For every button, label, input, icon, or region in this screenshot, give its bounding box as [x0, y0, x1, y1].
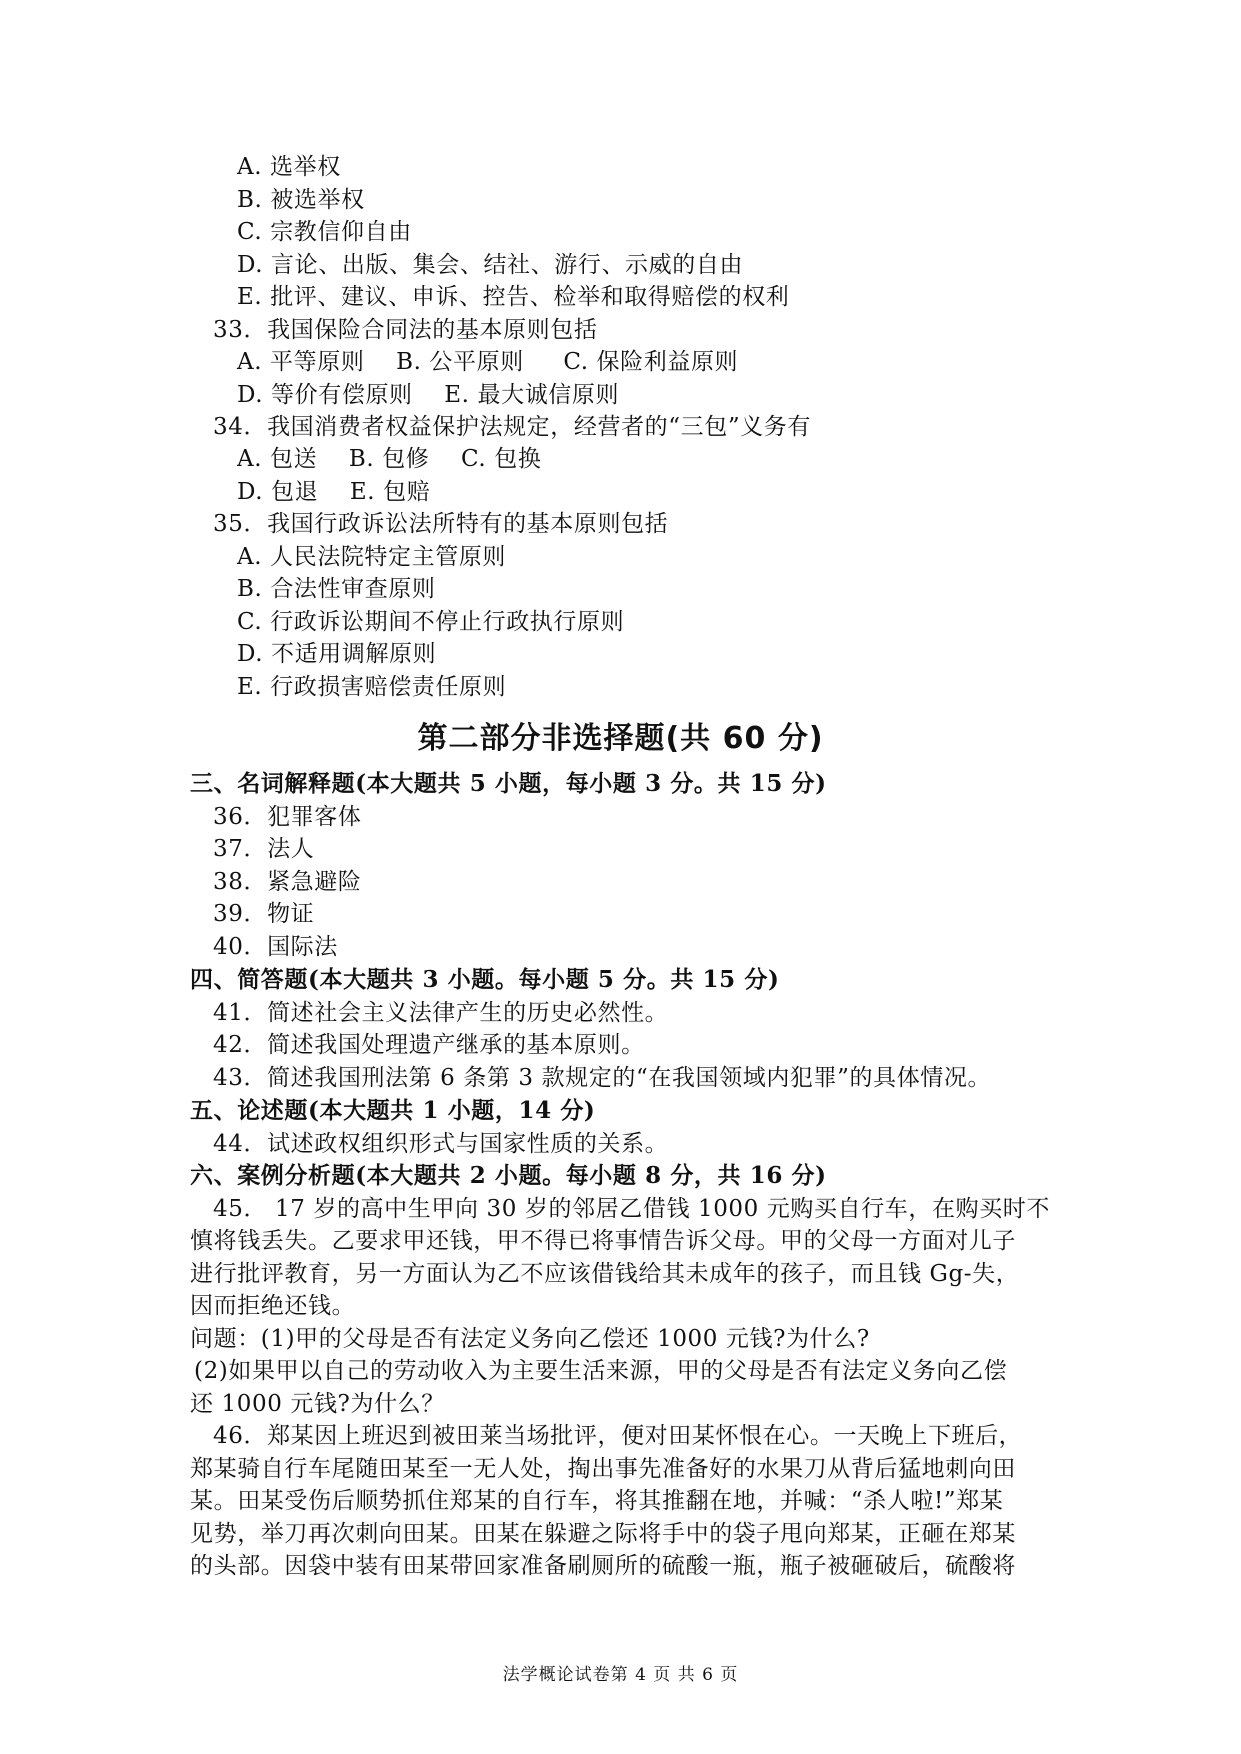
q35-option-e: E. 行政损害赔偿责任原则 — [237, 674, 507, 700]
q35-option-c: C. 行政诉讼期间不停止行政执行原则 — [237, 609, 625, 635]
part-two-title: 第二部分非选择题(共 60 分) — [417, 721, 824, 756]
q45-line-4: 因而拒绝还钱。 — [190, 1293, 356, 1319]
q45-question-1: 问题：(1)甲的父母是否有法定义务向乙偿还 1000 元钱?为什么? — [190, 1326, 870, 1352]
q45-question-2-line-1: (2)如果甲以自己的劳动收入为主要生活来源，甲的父母是否有法定义务向乙偿 — [194, 1358, 1008, 1384]
q35-stem: 35．我国行政诉讼法所特有的基本原则包括 — [213, 511, 669, 537]
q46-line-5: 的头部。因袋中装有田某带回家准备刷厕所的硫酸一瓶，瓶子被砸破后，硫酸将 — [190, 1553, 1016, 1579]
q38-item: 38．紧急避险 — [213, 869, 362, 895]
q33-stem: 33．我国保险合同法的基本原则包括 — [213, 317, 598, 343]
section5-heading: 五、论述题(本大题共 1 小题，14 分) — [190, 1097, 596, 1124]
q45-question-2-line-2: 还 1000 元钱?为什么？ — [190, 1391, 445, 1417]
q45-line-1: 45． 17 岁的高中生甲向 30 岁的邻居乙借钱 1000 元购买自行车，在购买时不 — [213, 1196, 1050, 1222]
q40-item: 40．国际法 — [213, 934, 338, 960]
q35-option-d: D. 不适用调解原则 — [237, 641, 437, 667]
q42-item: 42．简述我国处理遗产继承的基本原则。 — [213, 1032, 645, 1058]
section3-heading: 三、名词解释题(本大题共 5 小题，每小题 3 分。共 15 分) — [190, 770, 827, 797]
q32-option-e: E. 批评、建议、申诉、控告、检举和取得赔偿的权利 — [237, 284, 790, 310]
q45-line-2: 慎将钱丢失。乙要求甲还钱，甲不得已将事情告诉父母。甲的父母一方面对儿子 — [190, 1228, 1016, 1254]
q32-option-a: A. 选举权 — [237, 154, 341, 180]
q39-item: 39．物证 — [213, 901, 315, 927]
section4-heading: 四、简答题(本大题共 3 小题。每小题 5 分。共 15 分) — [190, 966, 780, 993]
q46-line-2: 郑某骑自行车尾随田某至一无人处，掏出事先准备好的水果刀从背后猛地刺向田 — [190, 1456, 1016, 1482]
q44-item: 44．试述政权组织形式与国家性质的关系。 — [213, 1131, 669, 1157]
q32-option-c: C. 宗教信仰自由 — [237, 219, 412, 245]
q43-item: 43．简述我国刑法第 6 条第 3 款规定的“在我国领域内犯罪”的具体情况。 — [213, 1065, 992, 1091]
q46-line-1: 46．郑某因上班迟到被田莱当场批评，便对田某怀恨在心。一天晚上下班后， — [213, 1423, 1023, 1449]
q37-item: 37．法人 — [213, 836, 315, 862]
q46-line-4: 见势，举刀再次刺向田某。田某在躲避之际将手中的袋子甩向郑某，正砸在郑某 — [190, 1521, 1016, 1547]
q34-stem: 34．我国消费者权益保护法规定，经营者的“三包”义务有 — [213, 414, 811, 440]
q34-options-row2: D. 包退 E. 包赔 — [237, 479, 431, 505]
section6-heading: 六、案例分析题(本大题共 2 小题。每小题 8 分，共 16 分) — [190, 1162, 827, 1189]
q41-item: 41．简述社会主义法律产生的历史必然性。 — [213, 1000, 669, 1026]
q35-option-b: B. 合法性审查原则 — [237, 576, 436, 602]
q46-line-3: 某。田某受伤后顺势抓住郑某的自行车，将其推翻在地，并喊：“杀人啦!”郑某 — [190, 1488, 1004, 1514]
q45-line-3: 进行批评教育，另一方面认为乙不应该借钱给其未成年的孩子，而且钱 Gg-失， — [190, 1261, 1020, 1287]
q34-options-row1: A. 包送 B. 包修 C. 包换 — [237, 446, 542, 472]
q36-item: 36．犯罪客体 — [213, 804, 362, 830]
page-footer: 法学概论试卷第 4 页 共 6 页 — [502, 1665, 739, 1685]
q32-option-b: B. 被选举权 — [237, 187, 365, 213]
q35-option-a: A. 人民法院特定主管原则 — [237, 544, 507, 570]
q32-option-d: D. 言论、出版、集会、结社、游行、示威的自由 — [237, 252, 744, 278]
q33-options-row2: D. 等价有偿原则 E. 最大诚信原则 — [237, 382, 620, 408]
q33-options-row1: A. 平等原则 B. 公平原则 C. 保险利益原则 — [237, 349, 739, 375]
